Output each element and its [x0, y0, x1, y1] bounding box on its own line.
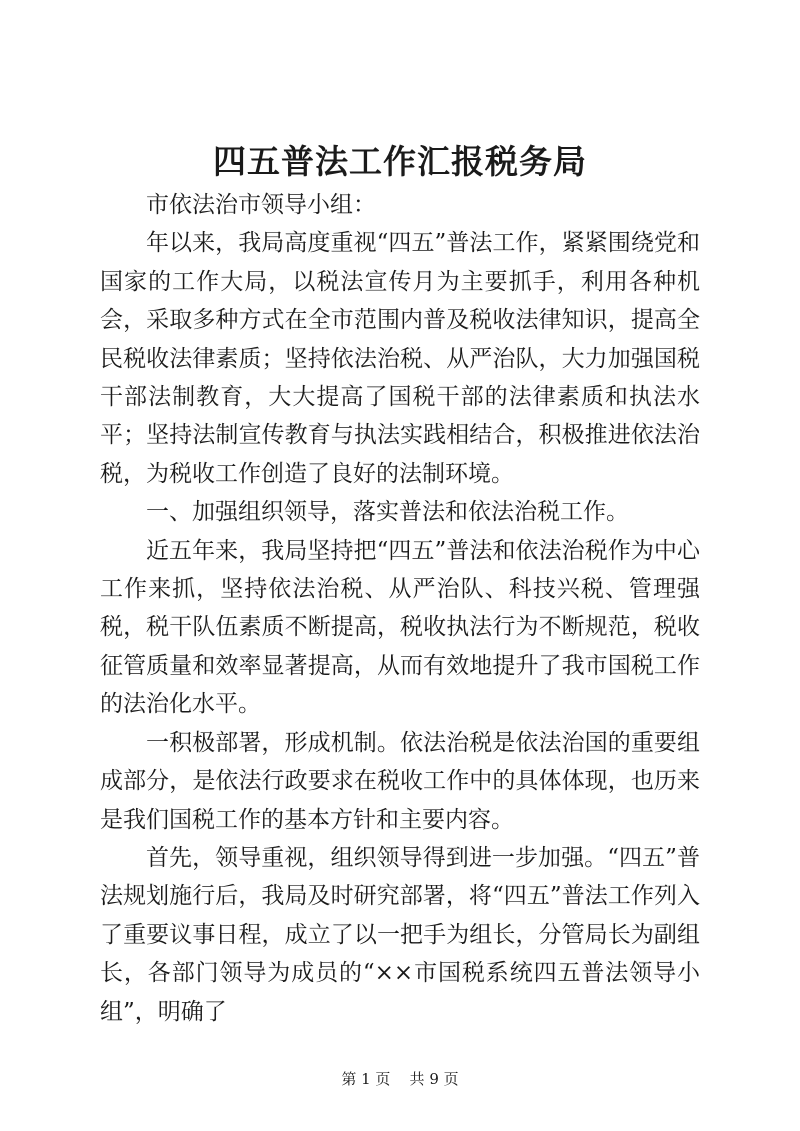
paragraph: 近五年来，我局坚持把“四五”普法和依法治税作为中心工作来抓，坚持依法治税、从严治队、科技兴税、管理强税，税干队伍素质不断提高，税收执法行为不断规范，税收征管质量和效率显著提高，从而有效地提升了我市国税工作的法治化水平。 [100, 537, 700, 718]
section-heading: 一、加强组织领导，落实普法和依法治税工作。 [146, 499, 629, 526]
total-pages: 共 9 页 [409, 1070, 459, 1088]
page-number: 第 1 页 [341, 1070, 391, 1088]
paragraph: 一积极部署，形成机制。依法治税是依法治国的重要组成部分，是依法行政要求在税收工作中的具体体现，也历来是我们国税工作的基本方针和主要内容。 [100, 729, 700, 833]
paragraph: 年以来，我局高度重视“四五”普法工作，紧紧围绕党和国家的工作大局，以税法宣传月为主要抓手，利用各种机会，采取多种方式在全市范围内普及税收法律知识，提高全民税收法律素质；坚持依法治税、从严治队，大力加强国税干部法制教育，大大提高了国税干部的法律素质和执法水平；坚持法制宣传教育与执法实践相结合，积极推进依法治税，为税收工作创造了良好的法制环境。 [100, 230, 700, 487]
page-footer [0, 1069, 800, 1089]
page-separator [395, 1070, 405, 1088]
document-body [100, 186, 700, 1031]
salutation: 市依法治市领导小组： [146, 192, 376, 218]
document-title: 四五普法工作汇报税务局 [213, 142, 587, 181]
paragraph: 首先，领导重视，组织领导得到进一步加强。“四五”普法规划施行后，我局及时研究部署，将“四五”普法工作列入了重要议事日程，成立了以一把手为组长，分管局长为副组长，各部门领导为成员的“××市国税系统四五普法领导小组”，明确了 [100, 844, 700, 1025]
